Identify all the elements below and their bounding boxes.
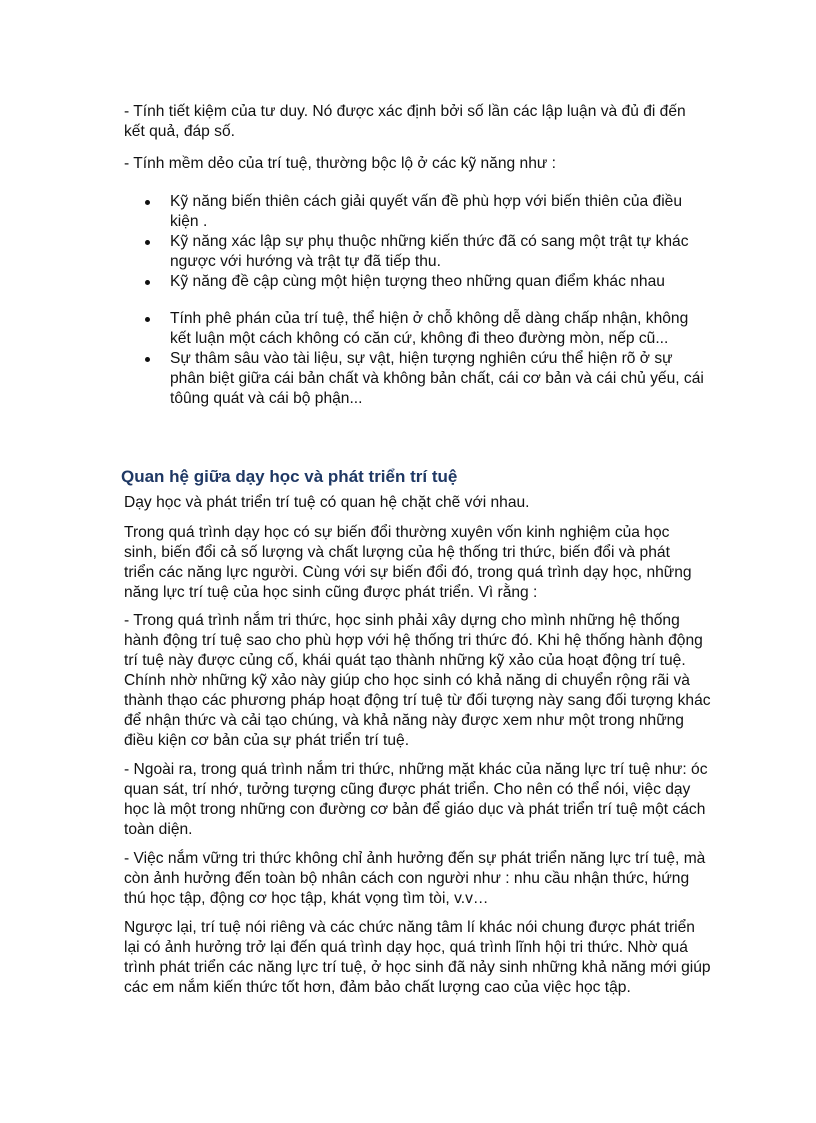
paragraph-conversely: Ngược lại, trí tuệ nói riêng và các chức năng tâm lí khác nói chung được phát triển lại có ảnh hưởng trở lại đến quá trình dạy học, quá trình lĩnh hội tri thức. Nhờ quá trình phát triển các năng lực trí tuệ, ở học sinh đã nảy sinh những khả năng mới giúp các em nắm kiến thức tốt hơn, đảm bảo chất lượng cao của việc học tập. bbox=[124, 919, 711, 996]
paragraph-process: Trong quá trình dạy học có sự biến đổi thường xuyên vốn kinh nghiệm của học sinh, biến đổi cả số lượng và chất lượng của hệ thống tri thức, biến đổi và phát triển các năng lực người. Cùng với sự biến đổi đó, trong quá trình dạy học, những năng lực trí tuệ của học sinh cũng được phát triển. Vì rằng : bbox=[124, 524, 692, 601]
paragraph-knowledge-acquisition: - Trong quá trình nắm tri thức, học sinh phải xây dựng cho mình những hệ thống hành động trí tuệ sao cho phù hợp với hệ thống tri thức đó. Khi hệ thống hành động trí tuệ này được củng cố, khái quát tạo thành những kỹ xảo của hoạt động trí tuệ. Chính nhờ những kỹ xảo này giúp cho học sinh có khả năng di chuyển rộng rãi và thành thạo các phương pháp hoạt động trí tuệ từ đối tượng này sang đối tượng khác để nhận thức và cải tạo chúng, và khả năng này được xem như một trong những điều kiện cơ bản của sự phát triển trí tuệ. bbox=[124, 612, 711, 749]
skills-list bbox=[124, 192, 704, 292]
paragraph-other-abilities: - Ngoài ra, trong quá trình nắm tri thức, những mặt khác của năng lực trí tuệ như: óc quan sát, trí nhớ, tưởng tượng cũng được phát triển. Cho nên có thể nói, việc dạy học là một trong những con đường cơ bản để giáo dục và phát triển trí tuệ một cách toàn diện. bbox=[124, 761, 708, 838]
list-item: Kỹ năng xác lập sự phụ thuộc những kiến thức đã có sang một trật tự khác ngược với hướng và trật tự đã tiếp thu. bbox=[124, 232, 704, 272]
paragraph-personality: - Việc nắm vững tri thức không chỉ ảnh hưởng đến sự phát triển năng lực trí tuệ, mà còn ảnh hưởng đến toàn bộ nhân cách con người như : nhu cầu nhận thức, hứng thú học tập, động cơ học tập, khát vọng tìm tòi, v.v… bbox=[124, 850, 706, 907]
list-item: Kỹ năng đề cập cùng một hiện tượng theo những quan điểm khác nhau bbox=[124, 272, 704, 292]
list-item: Tính phê phán của trí tuệ, thể hiện ở chỗ không dễ dàng chấp nhận, không kết luận một cách không có căn cứ, không đi theo đường mòn, nếp cũ... bbox=[124, 309, 704, 349]
list-item: Sự thâm sâu vào tài liệu, sự vật, hiện tượng nghiên cứu thể hiện rõ ở sự phân biệt giữa cái bản chất và không bản chất, cái cơ bản và cái chủ yếu, cái tôûng quát và cái bộ phận... bbox=[124, 349, 704, 409]
paragraph-thrift-of-thinking: - Tính tiết kiệm của tư duy. Nó được xác định bởi số lần các lập luận và đủ đi đến kết quả, đáp số. bbox=[124, 103, 686, 140]
paragraph-flexibility: - Tính mềm dẻo của trí tuệ, thường bộc lộ ở các kỹ năng như : bbox=[124, 155, 556, 172]
section-heading: Quan hệ giữa dạy học và phát triển trí tuệ bbox=[121, 467, 458, 486]
list-item: Kỹ năng biến thiên cách giải quyết vấn đề phù hợp với biến thiên của điều kiện . bbox=[124, 192, 704, 232]
traits-list bbox=[124, 309, 704, 409]
paragraph-intro: Dạy học và phát triển trí tuệ có quan hệ chặt chẽ với nhau. bbox=[124, 494, 530, 511]
